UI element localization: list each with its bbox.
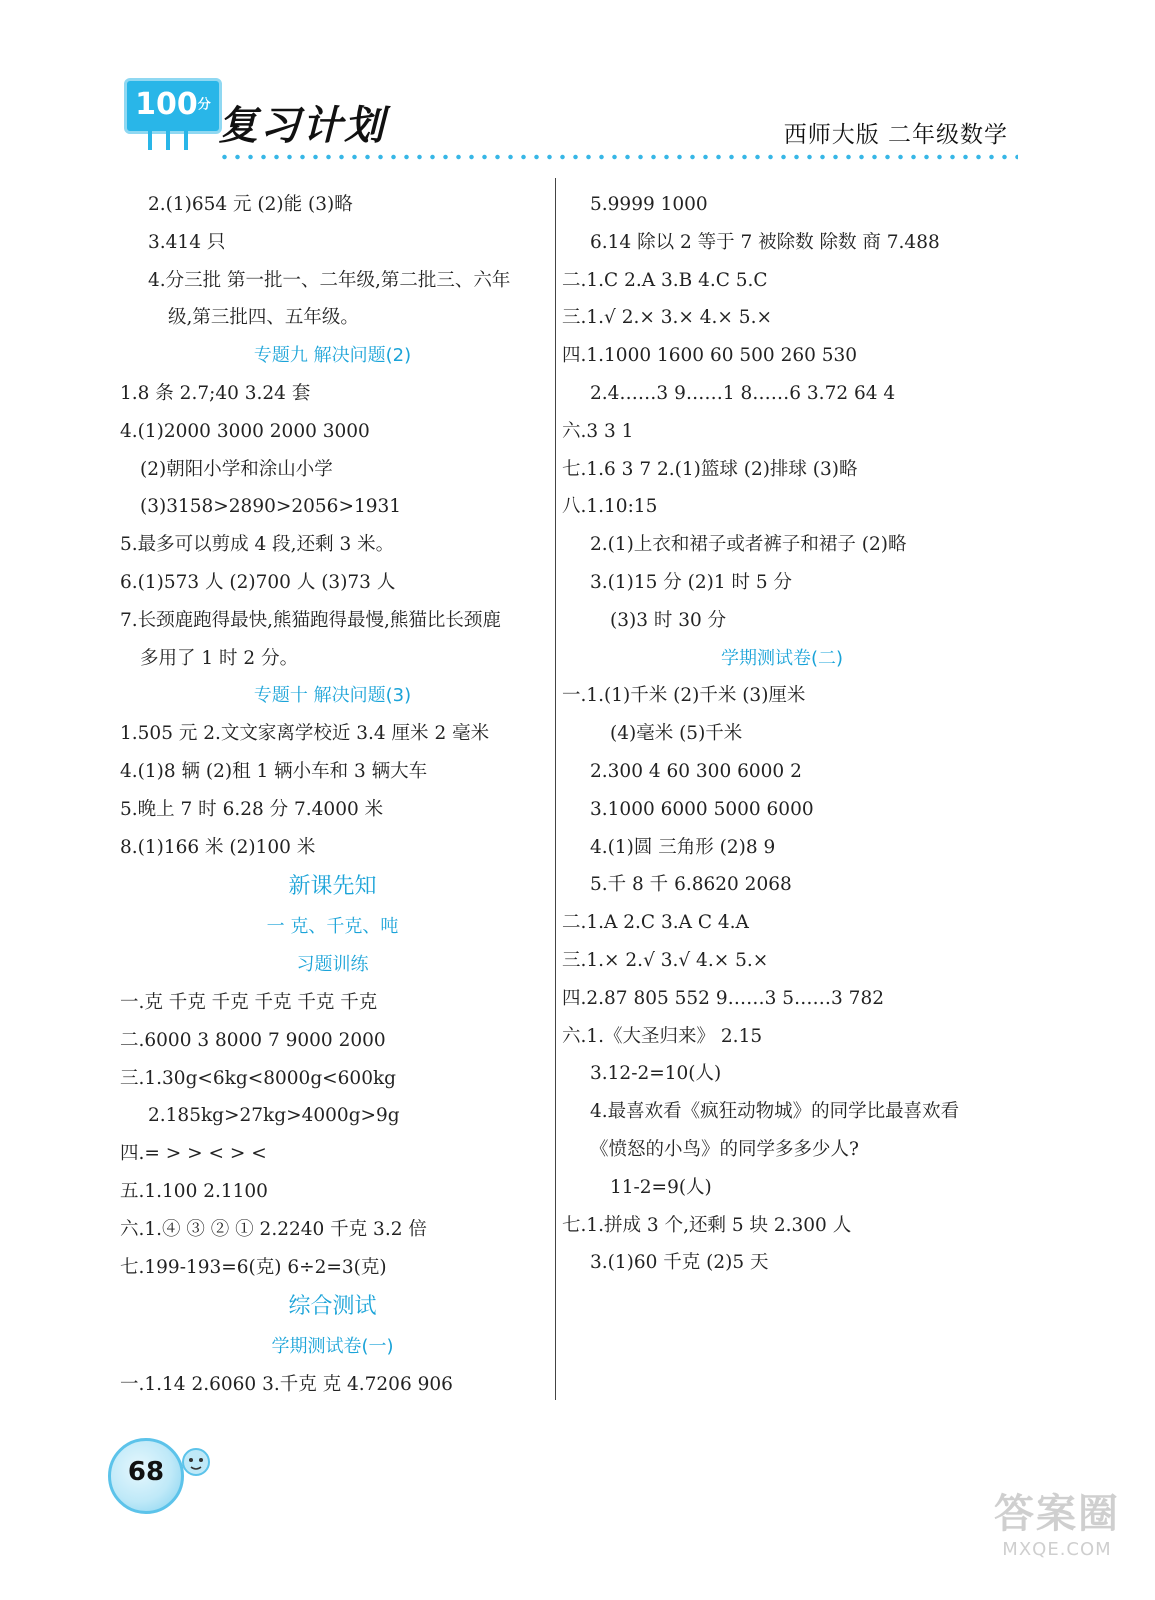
answer-line: 五.1.100 2.1100 <box>120 1180 268 1202</box>
watermark-text: 答案圈 <box>994 1491 1120 1537</box>
answer-line: 二.1.C 2.A 3.B 4.C 5.C <box>562 269 768 291</box>
answer-line: 1.8 条 2.7;40 3.24 套 <box>120 382 311 404</box>
answer-line: 6.14 除以 2 等于 7 被除数 除数 商 7.488 <box>590 231 940 253</box>
section-title: 综合测试 <box>288 1294 377 1320</box>
answer-line: (2)朝阳小学和涂山小学 <box>140 458 333 480</box>
answer-line: 8.(1)166 米 (2)100 米 <box>120 836 316 858</box>
answer-line: 七.199-193=6(克) 6÷2=3(克) <box>120 1256 387 1278</box>
answer-line: 4.分三批 第一批一、二年级,第二批三、六年 <box>148 269 511 291</box>
answer-line: 2.185kg>27kg>4000g>9g <box>148 1105 400 1127</box>
section-title: 新课先知 <box>288 874 377 900</box>
answer-line: 7.长颈鹿跑得最快,熊猫跑得最慢,熊猫比长颈鹿 <box>120 609 501 631</box>
heading-title: 专题十 解决问题(3) <box>253 685 412 707</box>
answer-line: (3)3 时 30 分 <box>610 609 727 631</box>
answer-line: 七.1.6 3 7 2.(1)篮球 (2)排球 (3)略 <box>562 458 858 480</box>
answer-line: (3)3158>2890>2056>1931 <box>140 496 402 518</box>
watermark-stamp <box>977 1482 1137 1582</box>
answer-line: 六.1.《大圣归来》 2.15 <box>562 1025 763 1047</box>
answer-line: 一.1.(1)千米 (2)千米 (3)厘米 <box>562 685 806 707</box>
answer-line: 5.最多可以剪成 4 段,还剩 3 米。 <box>120 534 395 556</box>
answer-line: 三.1.30g<6kg<8000g<600kg <box>120 1067 397 1089</box>
answer-line: 3.1000 6000 5000 6000 <box>590 798 814 820</box>
answer-line: 2.300 4 60 300 6000 2 <box>590 760 802 782</box>
answer-line: (4)毫米 (5)千米 <box>610 723 743 745</box>
header-dotted-rule <box>218 154 1018 160</box>
answer-line: 3.(1)15 分 (2)1 时 5 分 <box>590 571 793 593</box>
answer-line: 11-2=9(人) <box>610 1176 712 1198</box>
watermark-url: MXQE.COM <box>1002 1539 1112 1560</box>
answer-line: 4.(1)2000 3000 2000 3000 <box>120 420 370 442</box>
answer-line: 3.414 只 <box>148 231 226 253</box>
answer-line: 二.1.A 2.C 3.A C 4.A <box>562 912 749 934</box>
answer-line: 2.(1)上衣和裙子或者裤子和裙子 (2)略 <box>590 534 907 556</box>
heading-title: 学期测试卷(二) <box>720 647 844 669</box>
answer-line: 5.9999 1000 <box>590 194 708 215</box>
book-title: 复习计划 <box>218 103 386 149</box>
edition-label: 西师大版 二年级数学 <box>783 122 1008 148</box>
answer-line: 四.1.1000 1600 60 500 260 530 <box>562 345 858 367</box>
answer-line: 一.克 千克 千克 千克 千克 千克 <box>120 991 378 1013</box>
answer-line: 一.1.14 2.6060 3.千克 克 4.7206 906 <box>120 1374 453 1396</box>
heading-title: 学期测试卷(一) <box>271 1336 394 1358</box>
answer-line: 5.千 8 千 6.8620 2068 <box>590 874 792 896</box>
mascot-icon <box>176 1440 216 1480</box>
answer-line: 3.12-2=10(人) <box>590 1063 722 1085</box>
heading-title: 习题训练 <box>296 954 369 976</box>
answer-line: 6.(1)573 人 (2)700 人 (3)73 人 <box>120 571 396 593</box>
heading-title: 一 克、千克、吨 <box>266 916 399 938</box>
answer-line: 1.505 元 2.文文家离学校近 3.4 厘米 2 毫米 <box>120 723 490 745</box>
logo-100-board <box>124 78 222 134</box>
page-number-badge <box>108 1438 184 1514</box>
answer-line: 4.最喜欢看《疯狂动物城》的同学比最喜欢看 <box>590 1101 960 1123</box>
answer-line: 《愤怒的小鸟》的同学多多少人? <box>590 1138 859 1160</box>
answer-line: 4.(1)圆 三角形 (2)8 9 <box>590 836 776 858</box>
answer-line: 二.6000 3 8000 7 9000 2000 <box>120 1029 386 1051</box>
answer-line: 四.2.87 805 552 9……3 5……3 782 <box>562 987 884 1009</box>
column-divider <box>555 178 556 1400</box>
answer-line: 六.1.④ ③ ② ① 2.2240 千克 3.2 倍 <box>120 1218 427 1240</box>
answer-line: 七.1.拼成 3 个,还剩 5 块 2.300 人 <box>562 1214 852 1236</box>
answer-line: 2.(1)654 元 (2)能 (3)略 <box>148 194 353 215</box>
answer-line: 多用了 1 时 2 分。 <box>140 647 299 669</box>
logo-number: 100 <box>135 87 198 122</box>
answer-line: 级,第三批四、五年级。 <box>168 307 359 329</box>
logo-easel-legs <box>140 130 200 150</box>
answer-line: 2.4……3 9……1 8……6 3.72 64 4 <box>590 382 896 404</box>
answer-line: 3.(1)60 千克 (2)5 天 <box>590 1252 769 1274</box>
logo-suffix: 分 <box>197 97 211 113</box>
answer-line: 三.1.√ 2.× 3.× 4.× 5.× <box>562 307 772 329</box>
right-answer-column <box>562 186 1002 1282</box>
page-header <box>118 72 1018 167</box>
left-answer-column <box>120 186 545 1404</box>
answer-line: 三.1.× 2.√ 3.√ 4.× 5.× <box>562 949 769 971</box>
answer-line: 5.晚上 7 时 6.28 分 7.4000 米 <box>120 798 384 820</box>
answer-line: 八.1.10:15 <box>562 496 658 518</box>
heading-title: 专题九 解决问题(2) <box>253 345 412 367</box>
answer-line: 四.= > > < > < <box>120 1143 267 1165</box>
answer-line: 六.3 3 1 <box>562 420 634 442</box>
page-number: 68 <box>127 1457 165 1487</box>
answer-line: 4.(1)8 辆 (2)租 1 辆小车和 3 辆大车 <box>120 760 428 782</box>
